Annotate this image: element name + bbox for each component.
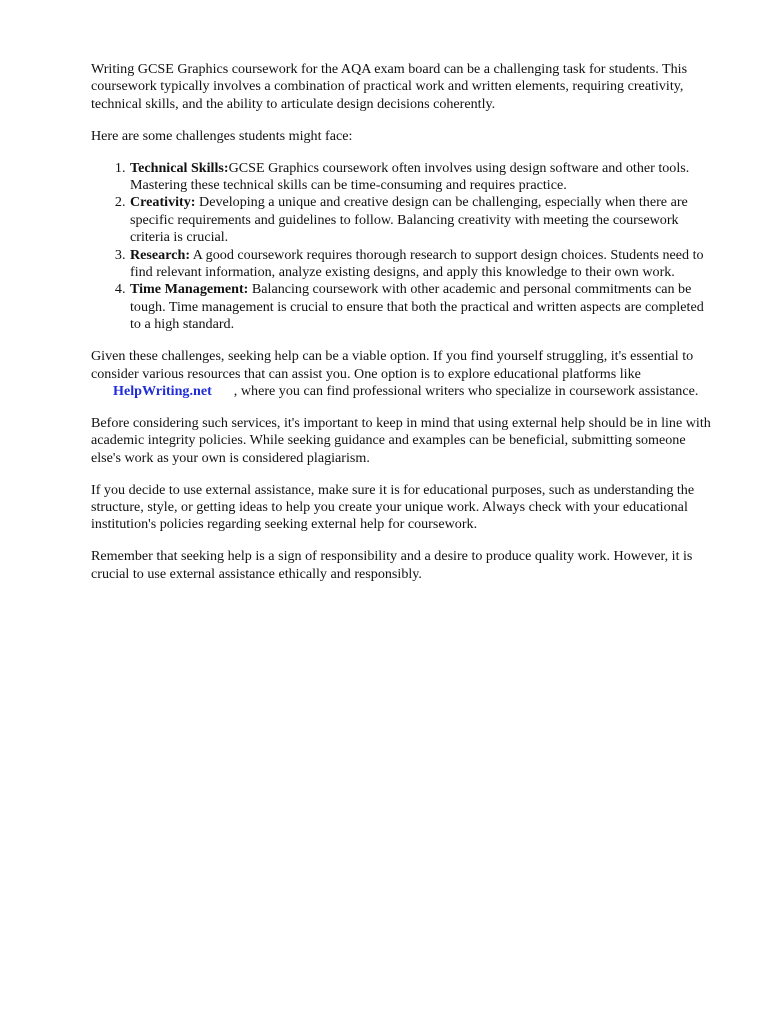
- challenge-text: A good coursework requires thorough research to support design choices. Students need to find relevant information, analyze existing designs, and apply this knowledge to their own work.: [130, 246, 704, 281]
- help-paragraph-before: Given these challenges, seeking help can be a viable option. If you find yourself struggling, it's essential to consider various resources that can assist you. One option is to explore educational platforms like: [91, 348, 694, 382]
- challenge-text: Developing a unique and creative design can be challenging, especially when there are specific requirements and guidelines to follow. Balancing creativity with meeting the coursework criteria is crucial.: [130, 194, 688, 246]
- challenge-item-time-management: [129, 281, 717, 333]
- challenge-title: Technical Skills:: [130, 159, 229, 176]
- challenge-item-creativity: [129, 194, 717, 246]
- purpose-paragraph: If you decide to use external assistance, make sure it is for educational purposes, such as understanding the structure, style, or getting ideas to help you create your unique work. Always check with your educational institution's policies regarding seeking external help for coursework.: [91, 481, 695, 533]
- closing-paragraph: Remember that seeking help is a sign of responsibility and a desire to produce quality work. However, it is crucial to use external assistance ethically and responsibly.: [91, 548, 693, 582]
- intro-paragraph: Writing GCSE Graphics coursework for the AQA exam board can be a challenging task for students. This coursework typically involves a combination of practical work and written elements, requiring creativity, technical skills, and the ability to articulate design decisions coherently.: [91, 61, 688, 112]
- help-paragraph: [91, 348, 717, 400]
- challenge-text: GCSE Graphics coursework often involves using design software and other tools. Mastering these technical skills can be time-consuming and requires practice.: [130, 159, 690, 194]
- challenge-item-technical-skills: [129, 160, 717, 195]
- challenge-text: Balancing coursework with other academic and personal commitments can be tough. Time management is crucial to ensure that both the practical and written aspects are completed to a high standard.: [130, 281, 704, 333]
- challenges-intro: Here are some challenges students might face:: [91, 127, 353, 144]
- challenge-title: Creativity:: [130, 194, 196, 211]
- integrity-paragraph: Before considering such services, it's important to keep in mind that using external help should be in line with academic integrity policies. While seeking guidance and examples can be beneficial, submitting someone else's work as your own is considered plagiarism.: [91, 414, 711, 466]
- document-body: [91, 61, 717, 583]
- help-paragraph-after: , where you can find professional writers who specialize in coursework assistance.: [233, 383, 699, 399]
- challenges-list: [91, 160, 717, 334]
- helpwriting-link[interactable]: HelpWriting.net: [113, 383, 212, 399]
- challenge-item-research: [129, 247, 717, 282]
- challenge-title: Research:: [130, 246, 191, 263]
- challenge-title: Time Management:: [130, 281, 249, 298]
